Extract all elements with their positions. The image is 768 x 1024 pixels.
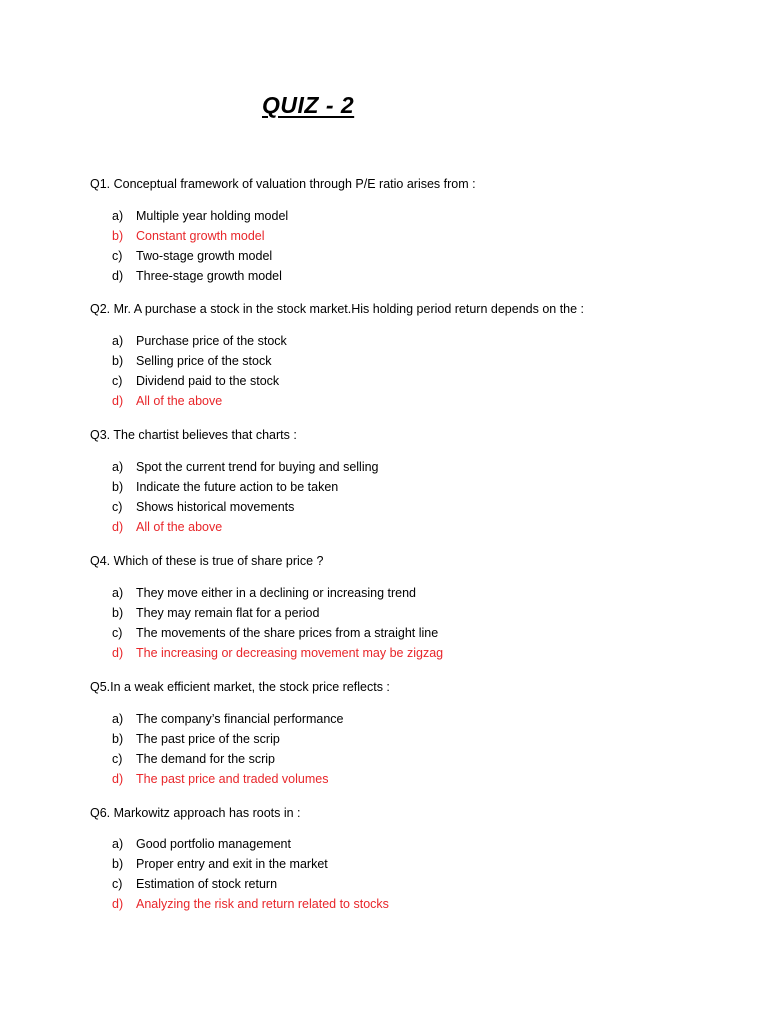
option-item [112,268,288,288]
option-letter: b) [112,857,124,871]
option-letter: c) [112,500,123,514]
option-item [112,625,443,645]
option-item [112,836,389,856]
option-letter: d) [112,897,124,911]
option-list [112,836,389,916]
option-text: Proper entry and exit in the market [136,857,328,871]
correct-option-item [112,519,379,539]
option-letter: a) [112,209,124,223]
option-list [112,711,344,791]
option-letter: c) [112,626,123,640]
option-text: The increasing or decreasing movement may be zigzag [136,646,444,660]
option-item [112,605,443,625]
option-item [112,479,379,499]
correct-option-item [112,393,287,413]
option-text: The company’s financial performance [136,712,344,726]
option-letter: d) [112,646,124,660]
option-text: Shows historical movements [136,500,295,514]
option-item [112,459,379,479]
option-text: Two-stage growth model [136,249,273,263]
option-text: Analyzing the risk and return related to stocks [136,897,389,911]
correct-option-item [112,645,443,665]
option-letter: d) [112,772,124,786]
option-item [112,856,389,876]
option-item [112,751,344,771]
option-text: The past price and traded volumes [136,772,329,786]
correct-option-item [112,228,288,248]
option-text: The past price of the scrip [136,732,280,746]
option-list [112,333,287,413]
option-letter: a) [112,586,124,600]
option-item [112,353,287,373]
option-text: Spot the current trend for buying and selling [136,460,379,474]
option-text: Purchase price of the stock [136,334,287,348]
option-letter: a) [112,334,124,348]
correct-option-item [112,771,344,791]
option-text: Three-stage growth model [136,269,282,283]
option-letter: a) [112,460,124,474]
option-text: They may remain flat for a period [136,606,320,620]
correct-option-item [112,896,389,916]
question-text: Q1. Conceptual framework of valuation through P/E ratio arises from : [90,177,476,191]
option-item [112,333,287,353]
option-item [112,373,287,393]
option-letter: a) [112,837,124,851]
page-title: QUIZ - 2 [262,92,355,118]
option-text: They move either in a declining or increasing trend [136,586,417,600]
option-text: Selling price of the stock [136,354,272,368]
option-text: The demand for the scrip [136,752,275,766]
option-text: The movements of the share prices from a straight line [136,626,439,640]
question-text: Q5.In a weak efficient market, the stock price reflects : [90,680,390,694]
option-item [112,585,443,605]
option-text: Indicate the future action to be taken [136,480,339,494]
option-text: Dividend paid to the stock [136,374,280,388]
option-letter: b) [112,480,124,494]
option-item [112,876,389,896]
option-item [112,248,288,268]
question-text: Q4. Which of these is true of share price ? [90,554,324,568]
option-text: Estimation of stock return [136,877,278,891]
option-letter: d) [112,394,124,408]
option-letter: c) [112,249,123,263]
option-item [112,711,344,731]
option-list [112,459,379,539]
option-text: All of the above [136,394,223,408]
option-letter: c) [112,877,123,891]
option-text: All of the above [136,520,223,534]
option-text: Constant growth model [136,229,265,243]
option-letter: a) [112,712,124,726]
option-list [112,208,288,288]
option-letter: b) [112,229,124,243]
option-list [112,585,443,665]
option-letter: b) [112,606,124,620]
option-item [112,499,379,519]
option-letter: b) [112,732,124,746]
question-text: Q6. Markowitz approach has roots in : [90,806,301,820]
option-letter: c) [112,752,123,766]
question-text: Q3. The chartist believes that charts : [90,428,297,442]
option-item [112,208,288,228]
option-text: Multiple year holding model [136,209,289,223]
option-letter: d) [112,520,124,534]
option-letter: c) [112,374,123,388]
question-text: Q2. Mr. A purchase a stock in the stock market.His holding period return depends on the : [90,302,585,316]
option-letter: d) [112,269,124,283]
option-item [112,731,344,751]
option-text: Good portfolio management [136,837,291,851]
option-letter: b) [112,354,124,368]
